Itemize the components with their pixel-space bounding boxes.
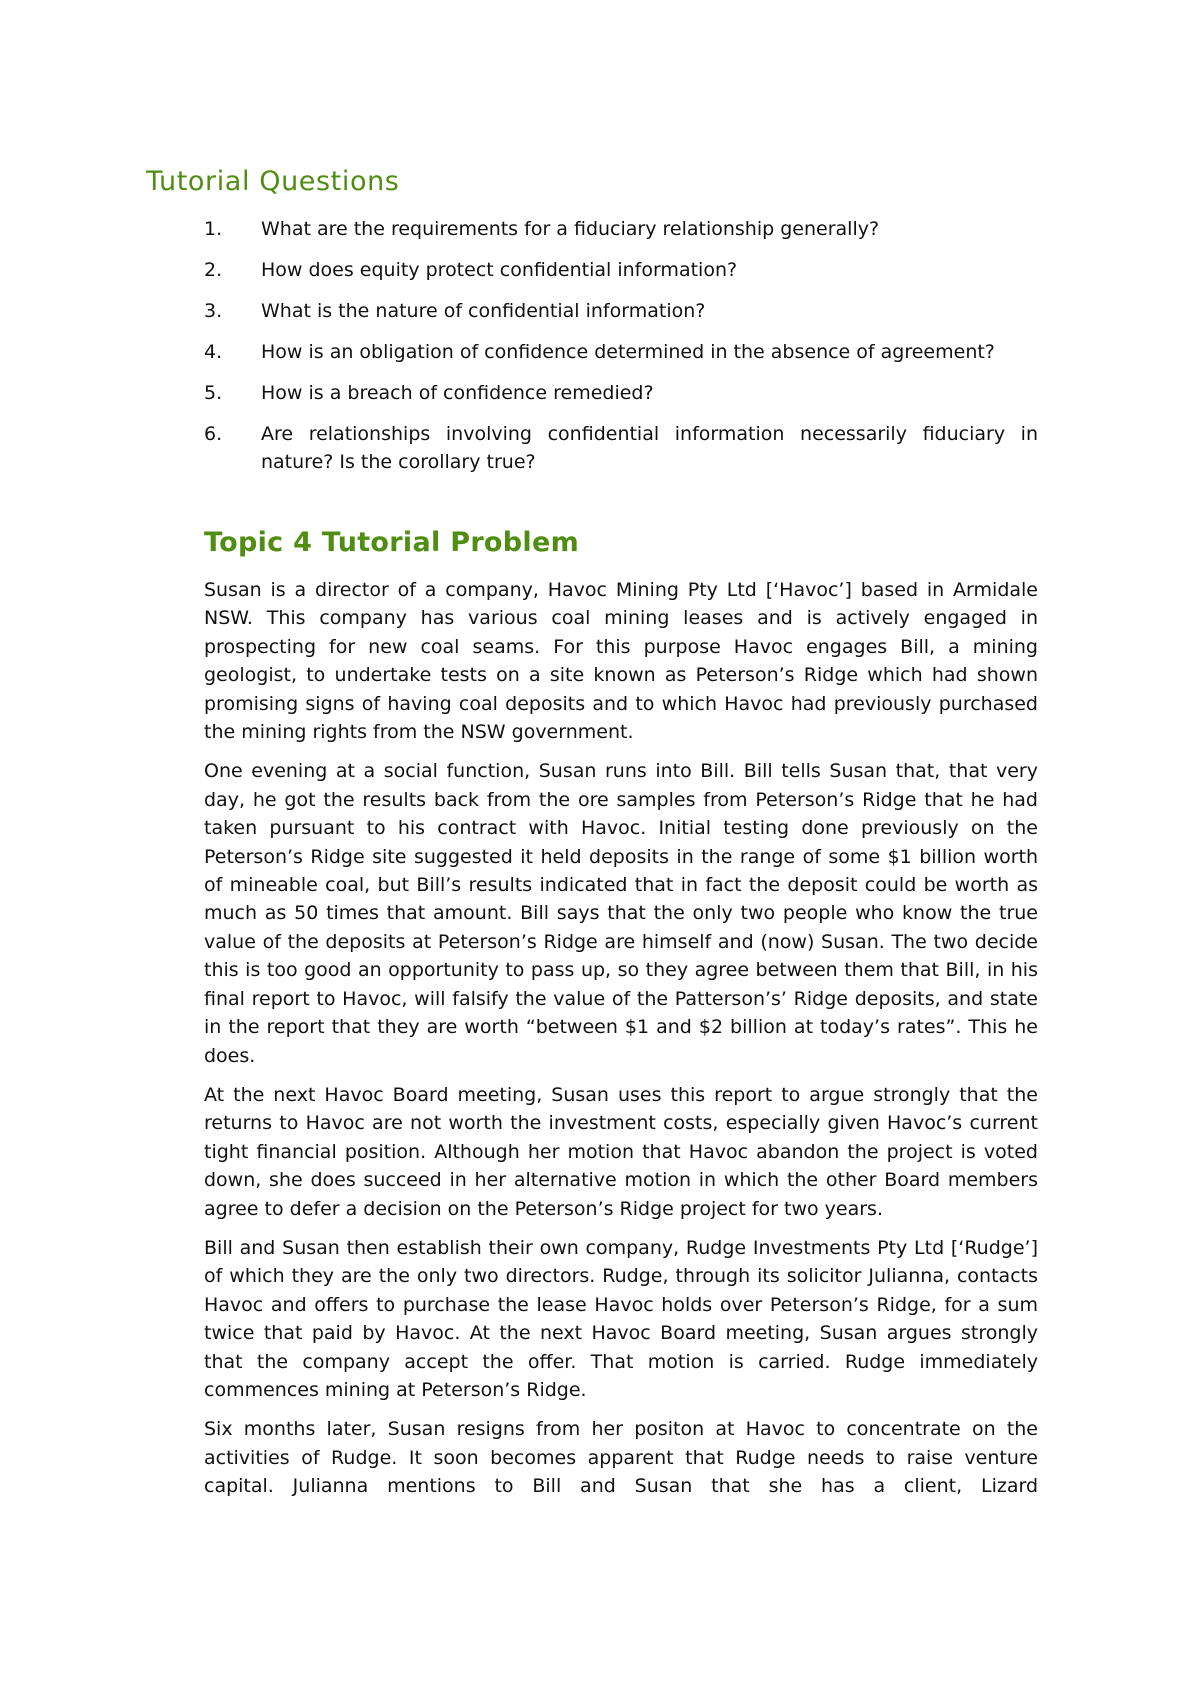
list-item (204, 379, 1038, 407)
question-text: Are relationships involving confidential information necessarily fiduciary in nature? Is the corollary true? (261, 423, 1038, 473)
list-item (204, 338, 1038, 366)
tutorial-questions-list (204, 215, 1038, 489)
list-item (204, 256, 1038, 284)
problem-paragraph-5: Six months later, Susan resigns from her positon at Havoc to concentrate on the activities of Rudge. It soon becomes apparent that Rudge needs to raise venture capital. Julianna mentions to Bill and Susan that she has a client, Lizard (204, 1418, 1038, 1498)
list-item (204, 420, 1038, 476)
question-number: 1. (204, 218, 223, 240)
question-text: How is a breach of confidence remedied? (261, 382, 654, 404)
tutorial-questions-heading: Tutorial Questions (146, 166, 400, 197)
question-text: What are the requirements for a fiduciary relationship generally? (261, 218, 880, 240)
problem-paragraph-1: Susan is a director of a company, Havoc Mining Pty Ltd [‘Havoc’] based in Armidale NSW. This company has various coal mining leases and is actively engaged in prospecting for new coal seams. For this purpose Havoc engages Bill, a mining geologist, to undertake tests on a site known as Peterson’s Ridge which had shown promising signs of having coal deposits and to which Havoc had previously purchased the mining rights from the NSW government. (204, 579, 1038, 744)
question-number: 4. (204, 341, 223, 363)
problem-paragraph-3: At the next Havoc Board meeting, Susan uses this report to argue strongly that the returns to Havoc are not worth the investment costs, especially given Havoc’s current tight financial position. Although her motion that Havoc abandon the project is voted down, she does succeed in her alternative motion in which the other Board members agree to defer a decision on the Peterson’s Ridge project for two years. (204, 1083, 1038, 1220)
question-number: 5. (204, 382, 223, 404)
problem-paragraph-4: Bill and Susan then establish their own company, Rudge Investments Pty Ltd [‘Rudge’] of which they are the only two directors. Rudge, through its solicitor Julianna, contacts Havoc and offers to purchase the lease Havoc holds over Peterson’s Ridge, for a sum twice that paid by Havoc. At the next Havoc Board meeting, Susan argues strongly that the company accept the offer. That motion is carried. Rudge immediately commences mining at Peterson’s Ridge. (204, 1236, 1038, 1401)
question-text: What is the nature of confidential information? (261, 300, 706, 322)
question-text: How does equity protect confidential information? (261, 259, 738, 281)
tutorial-problem-body (204, 576, 1038, 1512)
tutorial-problem-heading: Topic 4 Tutorial Problem (204, 527, 580, 558)
question-text: How is an obligation of confidence determined in the absence of agreement? (261, 341, 995, 363)
list-item (204, 297, 1038, 325)
list-item (204, 215, 1038, 243)
question-number: 2. (204, 259, 223, 281)
question-number: 3. (204, 300, 223, 322)
question-number: 6. (204, 423, 223, 445)
problem-paragraph-2: One evening at a social function, Susan runs into Bill. Bill tells Susan that, that very day, he got the results back from the ore samples from Peterson’s Ridge that he had taken pursuant to his contract with Havoc. Initial testing done previously on the Peterson’s Ridge site suggested it held deposits in the range of some $1 billion worth of mineable coal, but Bill’s results indicated that in fact the deposit could be worth as much as 50 times that amount. Bill says that the only two people who know the true value of the deposits at Peterson’s Ridge are himself and (now) Susan. The two decide this is too good an opportunity to pass up, so they agree between them that Bill, in his final report to Havoc, will falsify the value of the Patterson’s’ Ridge deposits, and state in the report that they are worth “between $1 and $2 billion at today’s rates”. This he does. (204, 760, 1038, 1067)
